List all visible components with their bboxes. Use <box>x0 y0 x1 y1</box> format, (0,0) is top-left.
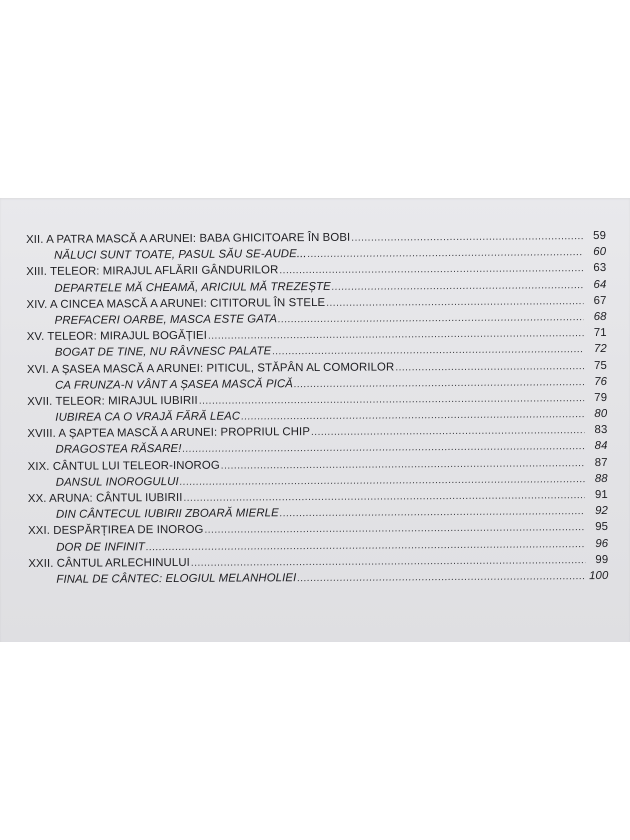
toc-page-number: 91 <box>594 488 608 502</box>
dot-leader <box>294 377 584 390</box>
toc-entry-title: DRAGOSTEA RĂSARE! <box>55 443 182 457</box>
dot-leader <box>297 571 585 584</box>
dot-leader <box>332 280 584 293</box>
toc-page-number: 75 <box>594 359 607 372</box>
toc-page-number: 68 <box>593 310 607 323</box>
toc-page-number: 96 <box>595 537 609 550</box>
toc-entry-title: XIX. CÂNTUL LUI TELEOR-INOROG <box>27 459 220 473</box>
toc-page-number: 99 <box>595 553 609 566</box>
toc-page-number: 79 <box>594 391 608 404</box>
dot-leader <box>395 361 584 373</box>
toc-entry-title: XV. TELEOR: MIRAJUL BOGĂȚIEI <box>26 329 208 344</box>
dot-leader <box>326 296 583 309</box>
dot-leader <box>351 231 583 244</box>
dot-leader <box>278 312 584 325</box>
toc-entry-title: NĂLUCI SUNT TOATE, PASUL SĂU SE-AUDE... <box>54 248 307 262</box>
toc-entry-title: XXII. CÂNTUL ARLECHINULUI <box>28 556 190 570</box>
dot-leader <box>182 442 584 456</box>
toc-entry-title: XXI. DESPĂRȚIREA DE INOROG <box>28 524 204 538</box>
toc-page-number: 95 <box>595 521 609 534</box>
dot-leader <box>308 247 584 260</box>
dot-leader <box>208 328 584 342</box>
dot-leader <box>280 506 585 519</box>
toc-page-number: 63 <box>593 262 607 275</box>
toc-page-number: 80 <box>594 408 608 421</box>
toc-page-number: 84 <box>594 440 608 453</box>
dot-leader <box>279 263 583 276</box>
table-of-contents <box>26 230 608 590</box>
toc-page-number: 59 <box>593 229 607 243</box>
toc-page-number: 87 <box>594 456 608 469</box>
toc-entry-title: DEPARTELE MĂ CHEAMĂ, ARICIUL MĂ TREZEȘTE <box>54 280 331 295</box>
toc-page-number: 76 <box>594 375 608 388</box>
toc-entry-title: DIN CÂNTECUL IUBIRII ZBOARĂ MIERLE <box>55 507 279 521</box>
dot-leader <box>191 555 585 569</box>
toc-page-number: 100 <box>589 569 609 583</box>
toc-entry-title: IUBIREA CA O VRAJĂ FĂRĂ LEAC <box>55 410 241 424</box>
dot-leader <box>272 344 584 357</box>
toc-entry-title: XVII. TELEOR: MIRAJUL IUBIRII <box>27 394 198 408</box>
dot-leader <box>221 458 585 472</box>
toc-subentry <box>28 570 608 590</box>
toc-page-number: 64 <box>593 278 607 291</box>
toc-page-number: 71 <box>593 327 607 340</box>
toc-entry-title: XVIII. A ȘAPTEA MASCĂ A ARUNEI: PROPRIUL CHIP <box>27 426 311 441</box>
toc-entry-title: XIII. TELEOR: MIRAJUL AFLĂRII GÂNDURILOR <box>26 264 279 279</box>
dot-leader <box>146 539 585 553</box>
toc-entry-title: PREFACERI OARBE, MASCA ESTE GATA <box>54 313 278 327</box>
toc-page-number: 92 <box>595 505 608 518</box>
dot-leader <box>204 522 585 536</box>
toc-page-number: 88 <box>594 472 608 485</box>
toc-entry-title: XX. ARUNA: CÂNTUL IUBIRII <box>27 491 183 505</box>
toc-page-number: 72 <box>593 343 607 356</box>
toc-page-number: 67 <box>593 294 607 307</box>
toc-entry-title: XIV. A CINCEA MASCĂ A ARUNEI: CITITORUL ÎN STELE <box>26 296 326 311</box>
dot-leader <box>311 425 584 438</box>
dot-leader <box>183 490 584 504</box>
toc-page-number: 83 <box>594 424 608 437</box>
toc-entry-title: BOGAT DE TINE, NU RÂVNESC PALATE <box>54 345 272 360</box>
toc-entry-title: DANSUL INOROGULUI <box>55 475 179 489</box>
toc-entry-title: XVI. A ȘASEA MASCĂ A ARUNEI: PITICUL, STĂPÂN AL COMORILOR <box>26 360 395 376</box>
toc-entry-title: FINAL DE CÂNTEC: ELOGIUL MELANHOLIEI <box>56 572 297 586</box>
dot-leader <box>241 409 584 422</box>
toc-entry-title: XII. A PATRA MASCĂ A ARUNEI: BABA GHICITOARE ÎN BOBI <box>26 231 351 246</box>
book-page <box>0 198 630 642</box>
toc-entry-title: DOR DE INFINIT <box>56 540 145 554</box>
dot-leader <box>180 474 585 488</box>
dot-leader <box>199 393 584 407</box>
toc-page-number: 60 <box>593 246 607 259</box>
toc-entry-title: CA FRUNZA-N VÂNT A ȘASEA MASCĂ PICĂ <box>55 377 293 392</box>
